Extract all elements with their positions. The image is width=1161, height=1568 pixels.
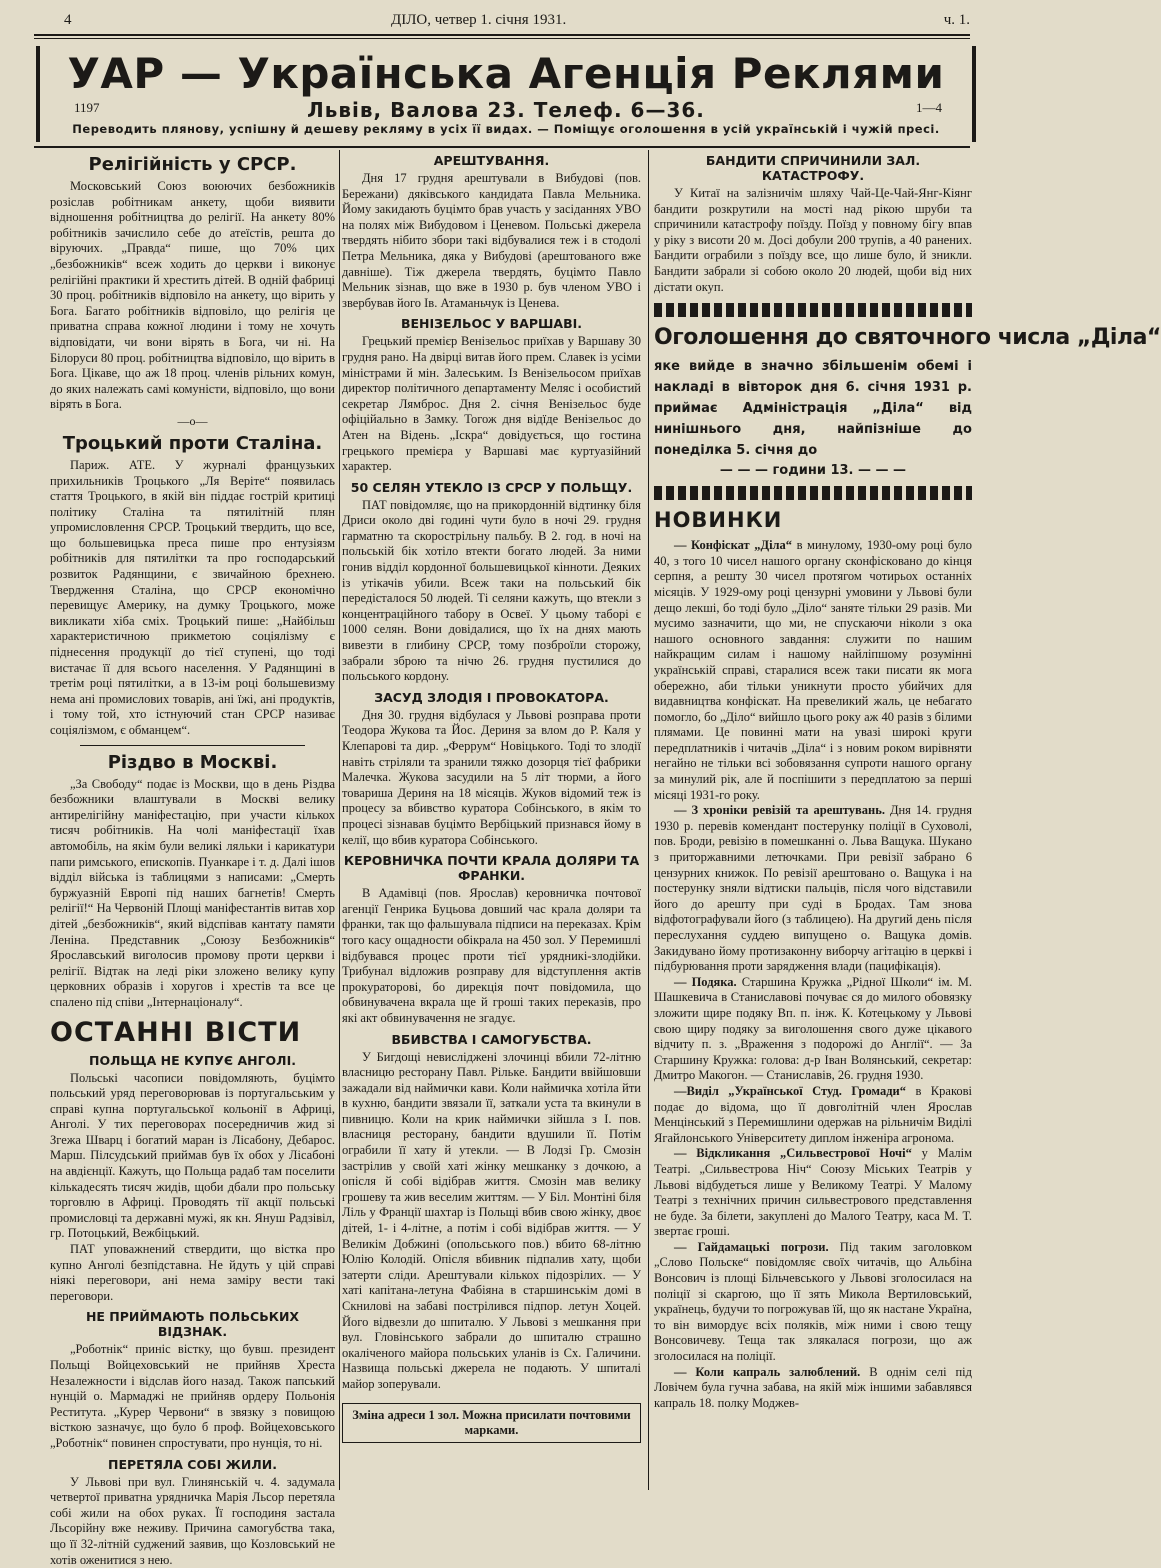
- masthead-date: ДІЛО, четвер 1. січня 1931.: [391, 12, 567, 28]
- article-text: Дня 30. грудня відбулася у Львові розправа проти Теодора Жукова та Йос. Дериня за влом до Р. Каля у Клепарові та дир. „Феррум“ Новіцького. Тоді то злодії навіть стріляли та зранили тяжко дозорця тієї фабрики Малечка. Жукова засудили на 5 літ тюрми, а його товариша Дериня на 18 місяців. Жуков відомий теж із процесу за вбивство куратора Собінського, в якім то процесі зізнавав буцімто Вербіцький признався йому в келії, що вбив куратора Собінського.: [342, 707, 641, 847]
- article-title: ПЕРЕТЯЛА СОБІ ЖИЛИ.: [108, 1456, 277, 1472]
- ad-tagline: Переводить плянову, успішну й дешеву рекляму в усіх її видах. — Поміщує оголошення в усій українській і чужій пресі.: [72, 122, 940, 136]
- top-rule: [34, 34, 970, 36]
- article-text: Польські часописи повідомляють, буцімто польський уряд переговорював із португальським у справі купна португальської кольонії в Африці, Анголі. У тих переговорах посередничив жид зі Згежа Шварц і богатий маран із Лісабону, Дебарос. Марш. Пілсудський приймав був їх обох у Лісабоні на авдієнції. Кажуть, що Польща радаб там поселити кількадесять тисяч жидів, щоби дбали про польську торговлю в Африці. Проводять тії акції польські промисловці та державні мужі, як кн. Януш Радзівіл, гр. Потоцький, Вежбіцький.: [50, 1070, 335, 1241]
- news-text: в Кракові подає до відома, що її довголітній член Ярослав Менцінський з Перемишлини одержав на рільничім Виділі Ягайлонського Університету диплом інженіра агронома.: [654, 1083, 973, 1145]
- article-text: Дня 17 грудня арештували в Вибудові (пов. Бережани) дяківського кандидата Павла Мельника. Йому закидають буцімто брав участь у засіданнях УВО на полях між Вибудовом і Ценевом. Польські джерела твердять нібито збори такі відбувалися теж і в стодолі Петра Мельника, дяка у Вибудові (арештованого вже давніше). Тіж джерела твердять, буцімто Павло Мельник зізнав, що вже в 1930 р. був членом УВО і звербував його Ів. Атаманьчук із Ценева.: [342, 171, 641, 310]
- news-item: [654, 1084, 972, 1146]
- article-title: АРЕШТУВАННЯ.: [433, 153, 550, 168]
- announcement-body: яке вийде в значно збільшенім обемі і накладі в вівторок дня 6. січня 1931 р. приймає Адміністрація „Діла“ від нинішнього дня, найпізніше до понеділка 5. січня до: [654, 359, 972, 459]
- news-lead: — Коли капраль залюблений.: [674, 1364, 861, 1379]
- article-title: Різдво в Москві.: [107, 751, 278, 773]
- article-text: ПАТ уповажнений ствердити, що вістка про купно Анголі безпідставна. Не йдуть у цій справі ніякі переговори, ані нема заміру вести такі переговори.: [50, 1242, 335, 1303]
- news-text: Старшина Кружка „Рідної Школи“ ім. М. Шашкевича в Станиславові почуває ся до милого обовязку зложити щире подяку Вп. п. інж. К. Котецькому у Львові свою щиру подяку за виголошення свого дуже цікавого відчиту п. з. „Враження з подорожі до Англії“. — За Старшину Кружка: голова: д-р Іван Волянський, секретар: Дмитро Макогон. — Станиславів, 26. грудня 1930.: [654, 974, 972, 1083]
- article-title: БАНДИТИ СПРИЧИНИЛИ ЗАЛ. КАТАСТРОФУ.: [705, 153, 921, 183]
- article-title: ЗАСУД ЗЛОДІЯ І ПРОВОКАТОРА.: [374, 689, 609, 705]
- article-title: ВБИВСТВА І САМОГУБСТВА.: [391, 1031, 592, 1047]
- article-title: ПОЛЬЩА НЕ КУПУЄ АНГОЛІ.: [89, 1052, 296, 1068]
- news-lead: — Подяка.: [674, 974, 737, 989]
- article-text: Париж. АТЕ. У журналі французьких прихильників Троцького „Ля Веріте“ появилась стаття Троцького, в якій він піддає гострій критиці політику Сталіна та пятилітній плян упромисловлення СРСР. Троцький твердить, що все, що большевицька преса пише про ентузіязм робітників для пятилітки та про господарський розвиток Радянщини, є звичайною брехнею. Твердження Сталіна, що СРСР економічно перевищує Америку, на думку Троцького, може викликати хіба сміх. Троцький пише: „Найбільш характеристичною прикметою соціялізму є піднесення продукції до тієї ступені, що тоді вистачає її для всього населення. У Радянщині в третім році пятилітки, а в 13-ім році большевизму нема ані промислових товарів, ані їжі, ані продуктів, і тому той, хто істнуючий стан СРСР називає соціялізмом, є обманцем“.: [50, 457, 335, 737]
- article-text: ПАТ повідомляє, що на прикордонній відтинку біля Дриси около дві годині чути було в ночі 29. грудня гарматню та скорострільну пальбу. В 2. год. в ночі на польській бік хотіло втекти богато людей. За ними гонив відділ кордонної большевицької кінноти. Деяких із утікачів убили. Всеж таки на польський бік передісталося 50 людей. Ті селяни кажуть, що втекли з концентраційного табору в Освеї. У цьому таборі є 1000 селян. Вони довідалися, що їх на днях мають вивезти в глибину СРСР, тому позброїли сторожу, забрали зброю та нічю 26. грудня пустилися до польського кордону.: [342, 497, 641, 684]
- ad-address: Львів, Валова 23. Телеф. 6—36.: [307, 98, 705, 122]
- column-divider-1: [339, 150, 340, 1490]
- decorative-border: [654, 303, 972, 317]
- news-lead: — Конфіскат „Діла“: [674, 538, 793, 553]
- decorative-border: [654, 486, 972, 500]
- announcement-title: Оголошення до святочного числа „Діла“: [654, 325, 1161, 351]
- section-title: ОСТАННІ ВІСТИ: [50, 1016, 302, 1048]
- news-lead: — З хроніки ревізій та арештувань.: [674, 803, 885, 818]
- announcement-footer: — — — години 13. — — —: [719, 463, 907, 479]
- page-number: 4: [64, 12, 72, 28]
- ad-ref-right: 1—4: [916, 100, 942, 115]
- article-title: 50 СЕЛЯН УТЕКЛО ІЗ СРСР У ПОЛЬЩУ.: [350, 479, 633, 495]
- article-text: Грецький премієр Венізельос приїхав у Варшаву 30 грудня рано. На двірці витав його прем. Славек із усіми міністрами й мін. Залеським. Із Венізельосом приїхав директор політичного департаменту Меляс і особистий секретар Лямброс. Дня 2. січня Венізельос буде офіційально в Замку. Тогож дня відїде Венізельос до Атен на Відень. „Іскра“ довідується, що гостина грецького премієра у Варшаві має куртуазійний характер.: [342, 334, 641, 474]
- column-middle: [342, 148, 641, 1488]
- article-title: Троцький проти Сталіна.: [62, 432, 323, 454]
- page-folio: [64, 12, 970, 32]
- article-title: ВЕНІЗЕЛЬОС У ВАРШАВІ.: [400, 316, 583, 332]
- top-rule-thin: [34, 38, 970, 39]
- news-item: [654, 975, 972, 1084]
- address-change-note: Зміна адреси 1 зол. Можна присилати почтовими марками.: [342, 1403, 641, 1443]
- article-title: Релігійність у СРСР.: [88, 154, 297, 175]
- news-lead: —Виділ „Української Студ. Громади“: [674, 1083, 906, 1098]
- article-text: В Адамівці (пов. Ярослав) керовничка почтової агенції Генрика Буцьова довший час крала доляри та франки, так що фальшувала підписи на переказах. Крім того касу ощадности обікрала на 450 зол. У Перемишлі відбувався процес проти тієї урядникі-злодійки. Трибунал відложив розправу для відступлення актів прокураторові, бо дирекція почт повідомила, що обвинувачена вкрала ще й гроші таких переказів, про які акт обвинувачення не згадує.: [342, 886, 641, 1025]
- column-left: [50, 148, 335, 1567]
- column-right: [654, 148, 1161, 1488]
- article-text: „Роботнік“ приніс вістку, що бувш. президент Польщі Войцеховський не прийняв Хреста Незалежности і відслав його назад. Також папський нунцій о. Мармаджі не прийняв ордеру Польонія Реститута. „Курер Червони“ в звязку з повищою вісткою зазначує, що було б проф. Войцеховського „Роботнік“ повинен спростувати, про нунція, то ні.: [50, 1342, 335, 1450]
- uar-advertisement: [36, 46, 976, 142]
- article-text: У Китаї на залізничім шляху Чай-Це-Чай-Янг-Кіянг бандити розкрутили на мості над рікою шруби та спричинили катастрофу поїзду. Поїзд у повному бігу впав у ріку з висоти 20 м. Досі добули 200 трупів, а 40 ранених. Бандити ограбили з поїзду все, що лише було, й зникли. Бандити забрали зі собою около 20 людей, щоби від них дістати окуп.: [654, 186, 972, 294]
- news-item: [654, 538, 972, 803]
- news-lead: — Гайдамацькі погрози.: [674, 1239, 829, 1254]
- issue-number: ч. 1.: [943, 12, 970, 28]
- section-title: НОВИНКИ: [654, 508, 783, 533]
- news-item: [654, 1365, 972, 1412]
- news-text: у Малім Театрі. „Сильвестрова Ніч“ Союзу Міських Театрів у Львові відбудеться лише у Великому Театрі. У Малому Театрі з технічних причин сильвестрового представлення не буде. За білети, закуплені до Малого Театру, каса М. Т. звертає гроші.: [654, 1146, 973, 1239]
- news-item: [654, 803, 972, 975]
- separator: —о—: [177, 413, 208, 428]
- news-item: [654, 1240, 972, 1365]
- short-rule: [80, 745, 305, 746]
- news-text: Дня 14. грудня 1930 р. перевів комендант постерунку поліції в Суховолі, пов. Броди, ревізію в помешканні о. Льва Ващука. Шукано з приторжавними летючками. При ревізії забрано 6 цензурних книжок. По ревізії арештовано о. Ващука і на постерунку зняли відтиски пальців, після чого відставили його до арешту при суді в Бродах. Там знова відфотографували його (з таблицею). На другий день після переслухання суддею випущено о. Ващука домів. Закидувано йому протизаконну виборчу агітацію в церкві і підбурювання проти зарядження влади (пацифікація).: [654, 803, 972, 974]
- article-text: У Бигдощі невисліджені злочинці вбили 72-літню власницю ресторану Павл. Рільке. Бандити ввійшовши зажадали від наймички кави. Коли наймичка хотіла йти в кухню, бандити звязали її, заткали уста та вкинули в пивницю. Коли на крик наймички зійшла з І. пов. власниця ресторану, бандити вдушили її. Потім ограбили її хату й утекли. — В Лодзі Гр. Смозін застрілив у своїй хаті жінку мешканку з дочкою, а опісля й собі відібрав життя. Смозін мав велику грошеву та жив веселим життям. — У Біл. Монтіні біля Ліль у Франції шахтар із Польщі вбив свою жінку, двоє дітей, 1- і 4-літне, а потім і собі відібрав життя. — У Великім Добжині (опольського пов.) вбито 68-літню Юлію Колодій. Опісля вбивник підпалив хату, щоби затерти сліди. Арештували кількох підозрілих. — У хаті капітана-летуна Фабіяна в старшинськім домі в Скнилові на забаві пострілився підпор. летун Хоцей. Його відвезли до шпиталю. У Львові з мешкання при вул. Гловінського забрали до шпиталю страшно окаліченого майора польських уланів із Сх. Галичини. Назвища польські джерела не подають. У шпиталі майор зоперували.: [342, 1049, 641, 1391]
- ad-ref-left: 1197: [74, 100, 100, 115]
- article-title: НЕ ПРИЙМАЮТЬ ПОЛЬСЬКИХ ВІДЗНАК.: [85, 1309, 300, 1340]
- ad-title: УАР — Українська Агенція Реклями: [67, 49, 945, 98]
- news-lead: — Відкликання „Сильвестрової Ночі“: [674, 1146, 912, 1161]
- article-text: „За Свободу“ подає із Москви, що в день Різдва безбожники влаштували в Москві велику антирелігійну маніфестацію, при участи кількох тисяч робітників. На чолі маніфестації їхав автомобіль, на якім були великі ляльки і карикатури папи римського, епископів. Пуанкаре і т. д. Далі ішов відділ війська із таблицями з написами: „Смерть буржуазній Европі під наших багнетів! Смерть релігії!“ На Червоній Площі маніфестантів витав хор дітей „безбожників“, який відспівав кантату памяти Леніна. Представник „Союзу Безбожників“ Ярославський виголосив промову проти церкви і релігії. Відтак на леді ріки зложено велику купу церковних образів і хоругов і хрестів та все це спалено під співи „Інтернаціоналу“.: [50, 776, 335, 1009]
- article-text: Московський Союз воюючих безбожників розіслав робітникам анкету, щоби виявити відношення робітництва до релігії. На анкету 80% робітників зачислило себе до атеїстів, решта до віруючих. „Правда“ пише, що 70% цих „безбожників“ всеж ходить до церкви і виконує релігійні практики й хрестить дітей. В одній фабриці 30 проц. робітників відповіло на анкету, що вірить у Бога. Багато робітників відповіло, що релігія це приватна справа кожної людини і тому не хочуть відповідати, чи вони вірять в Бога, чи ні. На Білоруси 80 проц. робітництва відповіло, що вірить в Бога. Цікаве, що аж 18 проц. членів рільних комун, до яких належать самі комуністи, відповіло, що вони вірять в Бога.: [50, 179, 335, 412]
- news-item: [654, 1146, 972, 1240]
- news-text: в минулому, 1930-ому році було 40, з того 10 чисел нашого органу сконфісковано до кінця серпня, а решту 30 чисел протягом чотирьох останніх місяців. У 1929-ому році цензурні умовини у Львові були дещо лекші, бо тоді було „Діло“ заняте тільки 29 разів. Ми мусимо зазначити, що ми, не спускаючи ніколи з ока нашого основного завдання: служити по нашим найкращим силам і нашому найліпшому розумінні українській справі, старалися всеж таки писати як мога обережно, аби тільки уникнути просто убийчих для видавництва конфіскат. На превеликий жаль, це небагато помогло, бо „Діло“ вийшло цього року аж 40 разів з білими плямами. Це повинні мати на увазі широкі круги передплатників і читачів „Діла“ і з новим роком вирівняти негайно не тільки всі зобовязання супроти нашого органу за минулий рік, але й поспішити з передплатою за перші місяці 1931-го року.: [654, 538, 973, 802]
- article-title: КЕРОВНИЧКА ПОЧТИ КРАЛА ДОЛЯРИ ТА ФРАНКИ.: [343, 853, 640, 884]
- article-text: У Львові при вул. Глинянській ч. 4. задумала четвертої приватна урядничка Марія Льсор перетяла собі жили на обох руках. Її господиня застала Льсорійну вже неживу. Причина самогубства така, що її 32-літній суджений заявив, що Козловський не хотів оженитися з нею.: [50, 1474, 335, 1567]
- news-text: Під таким заголовком „Слово Польске“ повідомляє своїх читачів, що Альбіна Вонсович із площі Більчевського у Львові зголосилася на поліції зі скаргою, що її зять Микола Вертиловський, українець, будучи то погрожував їй, що як настане Україна, то він вимордує всіх поляків, між ними і свою тещу Вонсовичеву. Теща так злякалася погрози, що аж зголосилася на поліції.: [654, 1239, 972, 1364]
- column-divider-2: [648, 150, 649, 1490]
- news-text: В однім селі під Ловічем була гучна забава, на якій між іншими забавлявся капраль 18. полку Моджев-: [654, 1364, 972, 1410]
